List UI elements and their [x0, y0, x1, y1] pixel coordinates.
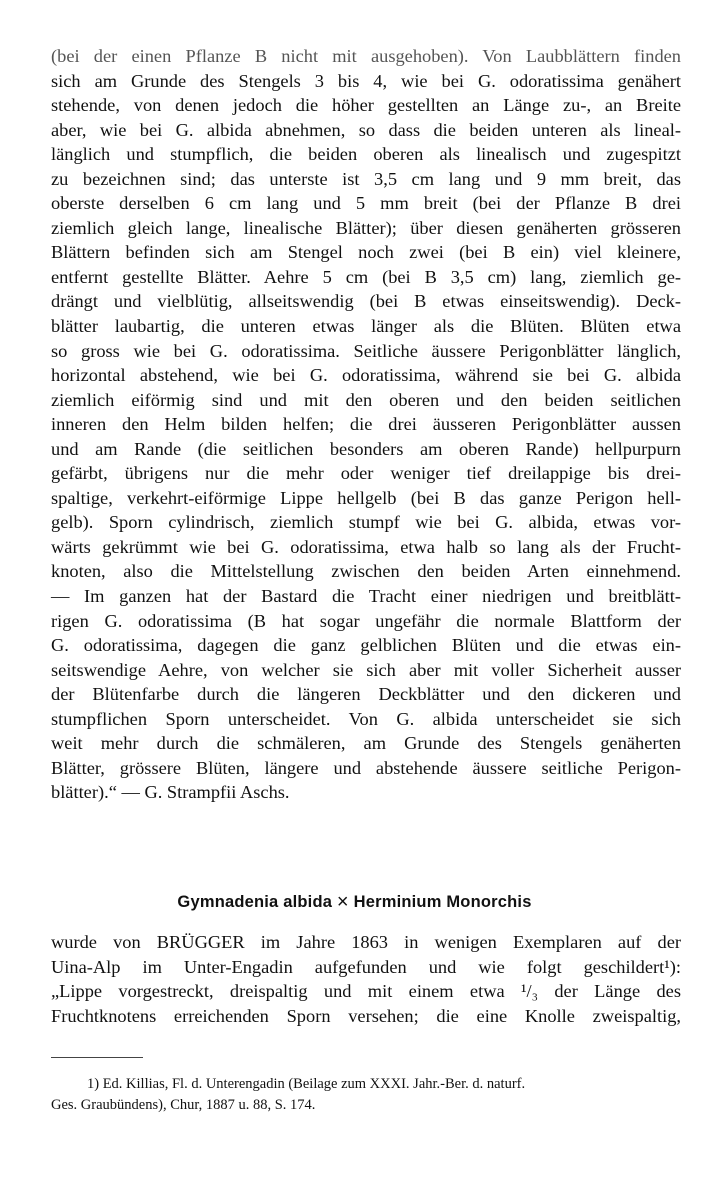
text-line: zu bezeichnen sind; das unterste ist 3,5 cm lang und 9 mm breit, das: [51, 168, 681, 189]
main-paragraph: [51, 44, 681, 805]
text-line: Uina-Alp im Unter-Engadin aufgefunden und wie folgt geschildert¹):: [51, 956, 681, 977]
text-line: — Im ganzen hat der Bastard die Tracht einer niedrigen und breitblätt-: [51, 586, 681, 607]
text-line: und am Rande (die seitlichen besonders am oberen Rande) hellpurpurn: [51, 438, 681, 459]
footnote: [51, 1074, 681, 1116]
text-line: ziemlich gleich lange, linealische Blätter); über diesen genäherten grösseren: [51, 217, 681, 238]
hybrid-symbol: ×: [336, 891, 349, 913]
footnote-divider: [51, 1057, 143, 1058]
text-line: ziemlich eiförmig sind und mit den oberen und den beiden seitlichen: [51, 389, 681, 410]
text-line: aber, wie bei G. albida abnehmen, so dass die beiden unteren als lineal-: [51, 119, 681, 140]
text-line: blätter).“ — G. Strampfii Aschs.: [51, 782, 290, 803]
heading-left-taxon: Gymnadenia albida: [177, 893, 333, 911]
section-heading: [0, 891, 709, 914]
text-line: seitswendige Aehre, von welcher sie sich aber mit voller Sicherheit ausser: [51, 659, 681, 680]
text-line: sich am Grunde des Stengels 3 bis 4, wie bei G. odoratissima genähert: [51, 70, 681, 91]
text-line: wärts gekrümmt wie bei G. odoratissima, etwa halb so lang als der Frucht-: [51, 536, 681, 557]
text-line: weit mehr durch die schmäleren, am Grunde des Stengels genäherten: [51, 733, 681, 754]
text-line: rigen G. odoratissima (B hat sogar ungefähr die normale Blattform der: [51, 610, 681, 631]
text-line: oberste derselben 6 cm lang und 5 mm breit (bei der Pflanze B drei: [51, 193, 681, 214]
text-line: gelb). Sporn cylindrisch, ziemlich stumpf wie bei G. albida, etwas vor-: [51, 512, 681, 533]
text-line: G. odoratissima, dagegen die ganz gelblichen Blüten und die etwas ein-: [51, 635, 681, 656]
second-paragraph: [51, 930, 681, 1028]
text-line: der Blütenfarbe durch die längeren Deckblätter und den dickeren und: [51, 684, 681, 705]
heading-right-taxon: Herminium Monorchis: [353, 893, 532, 911]
footnote-line: Ges. Graubündens), Chur, 1887 u. 88, S. 174.: [51, 1097, 316, 1113]
text-line: horizontal abstehend, wie bei G. odoratissima, während sie bei G. albida: [51, 365, 681, 386]
text-line: knoten, also die Mittelstellung zwischen den beiden Arten einnehmend.: [51, 561, 681, 582]
text-line: „Lippe vorgestreckt, dreispaltig und mit einem etwa ¹/₃ der Länge des: [51, 981, 681, 1002]
text-line: gefärbt, übrigens nur die mehr oder weniger tief dreilappige bis drei-: [51, 463, 681, 484]
footnote-line: 1) Ed. Killias, Fl. d. Unterengadin (Beilage zum XXXI. Jahr.-Ber. d. naturf.: [87, 1076, 526, 1092]
text-line: inneren den Helm bilden helfen; die drei äusseren Perigonblätter aussen: [51, 414, 681, 435]
text-line: so gross wie bei G. odoratissima. Seitliche äussere Perigonblätter länglich,: [51, 340, 681, 361]
text-line: (bei der einen Pflanze B nicht mit ausgehoben). Von Laubblättern finden: [51, 46, 681, 66]
text-line: stehende, von denen jedoch die höher gestellten an Länge zu-, an Breite: [51, 95, 681, 116]
text-line: Blätter, grössere Blüten, längere und abstehende äussere seitliche Perigon-: [51, 757, 681, 778]
text-line: länglich und stumpflich, die beiden oberen als linealisch und zugespitzt: [51, 144, 681, 165]
text-line: entfernt gestellte Blätter. Aehre 5 cm (bei B 3,5 cm) lang, ziemlich ge-: [51, 266, 681, 287]
text-line: wurde von BRÜGGER im Jahre 1863 in wenigen Exemplaren auf der: [51, 932, 681, 952]
text-line: spaltige, verkehrt-eiförmige Lippe hellgelb (bei B das ganze Perigon hell-: [51, 487, 681, 508]
text-line: drängt und vielblütig, allseitswendig (bei B etwas einseitswendig). Deck-: [51, 291, 681, 312]
text-line: Blättern befinden sich am Stengel noch zwei (bei B ein) viel kleinere,: [51, 242, 681, 263]
text-line: blätter laubartig, die unteren etwas länger als die Blüten. Blüten etwa: [51, 316, 681, 337]
text-line: stumpflichen Sporn unterscheidet. Von G. albida unterscheidet sie sich: [51, 708, 681, 729]
text-line: Fruchtknotens erreichenden Sporn versehen; die eine Knolle zweispaltig,: [51, 1005, 681, 1026]
